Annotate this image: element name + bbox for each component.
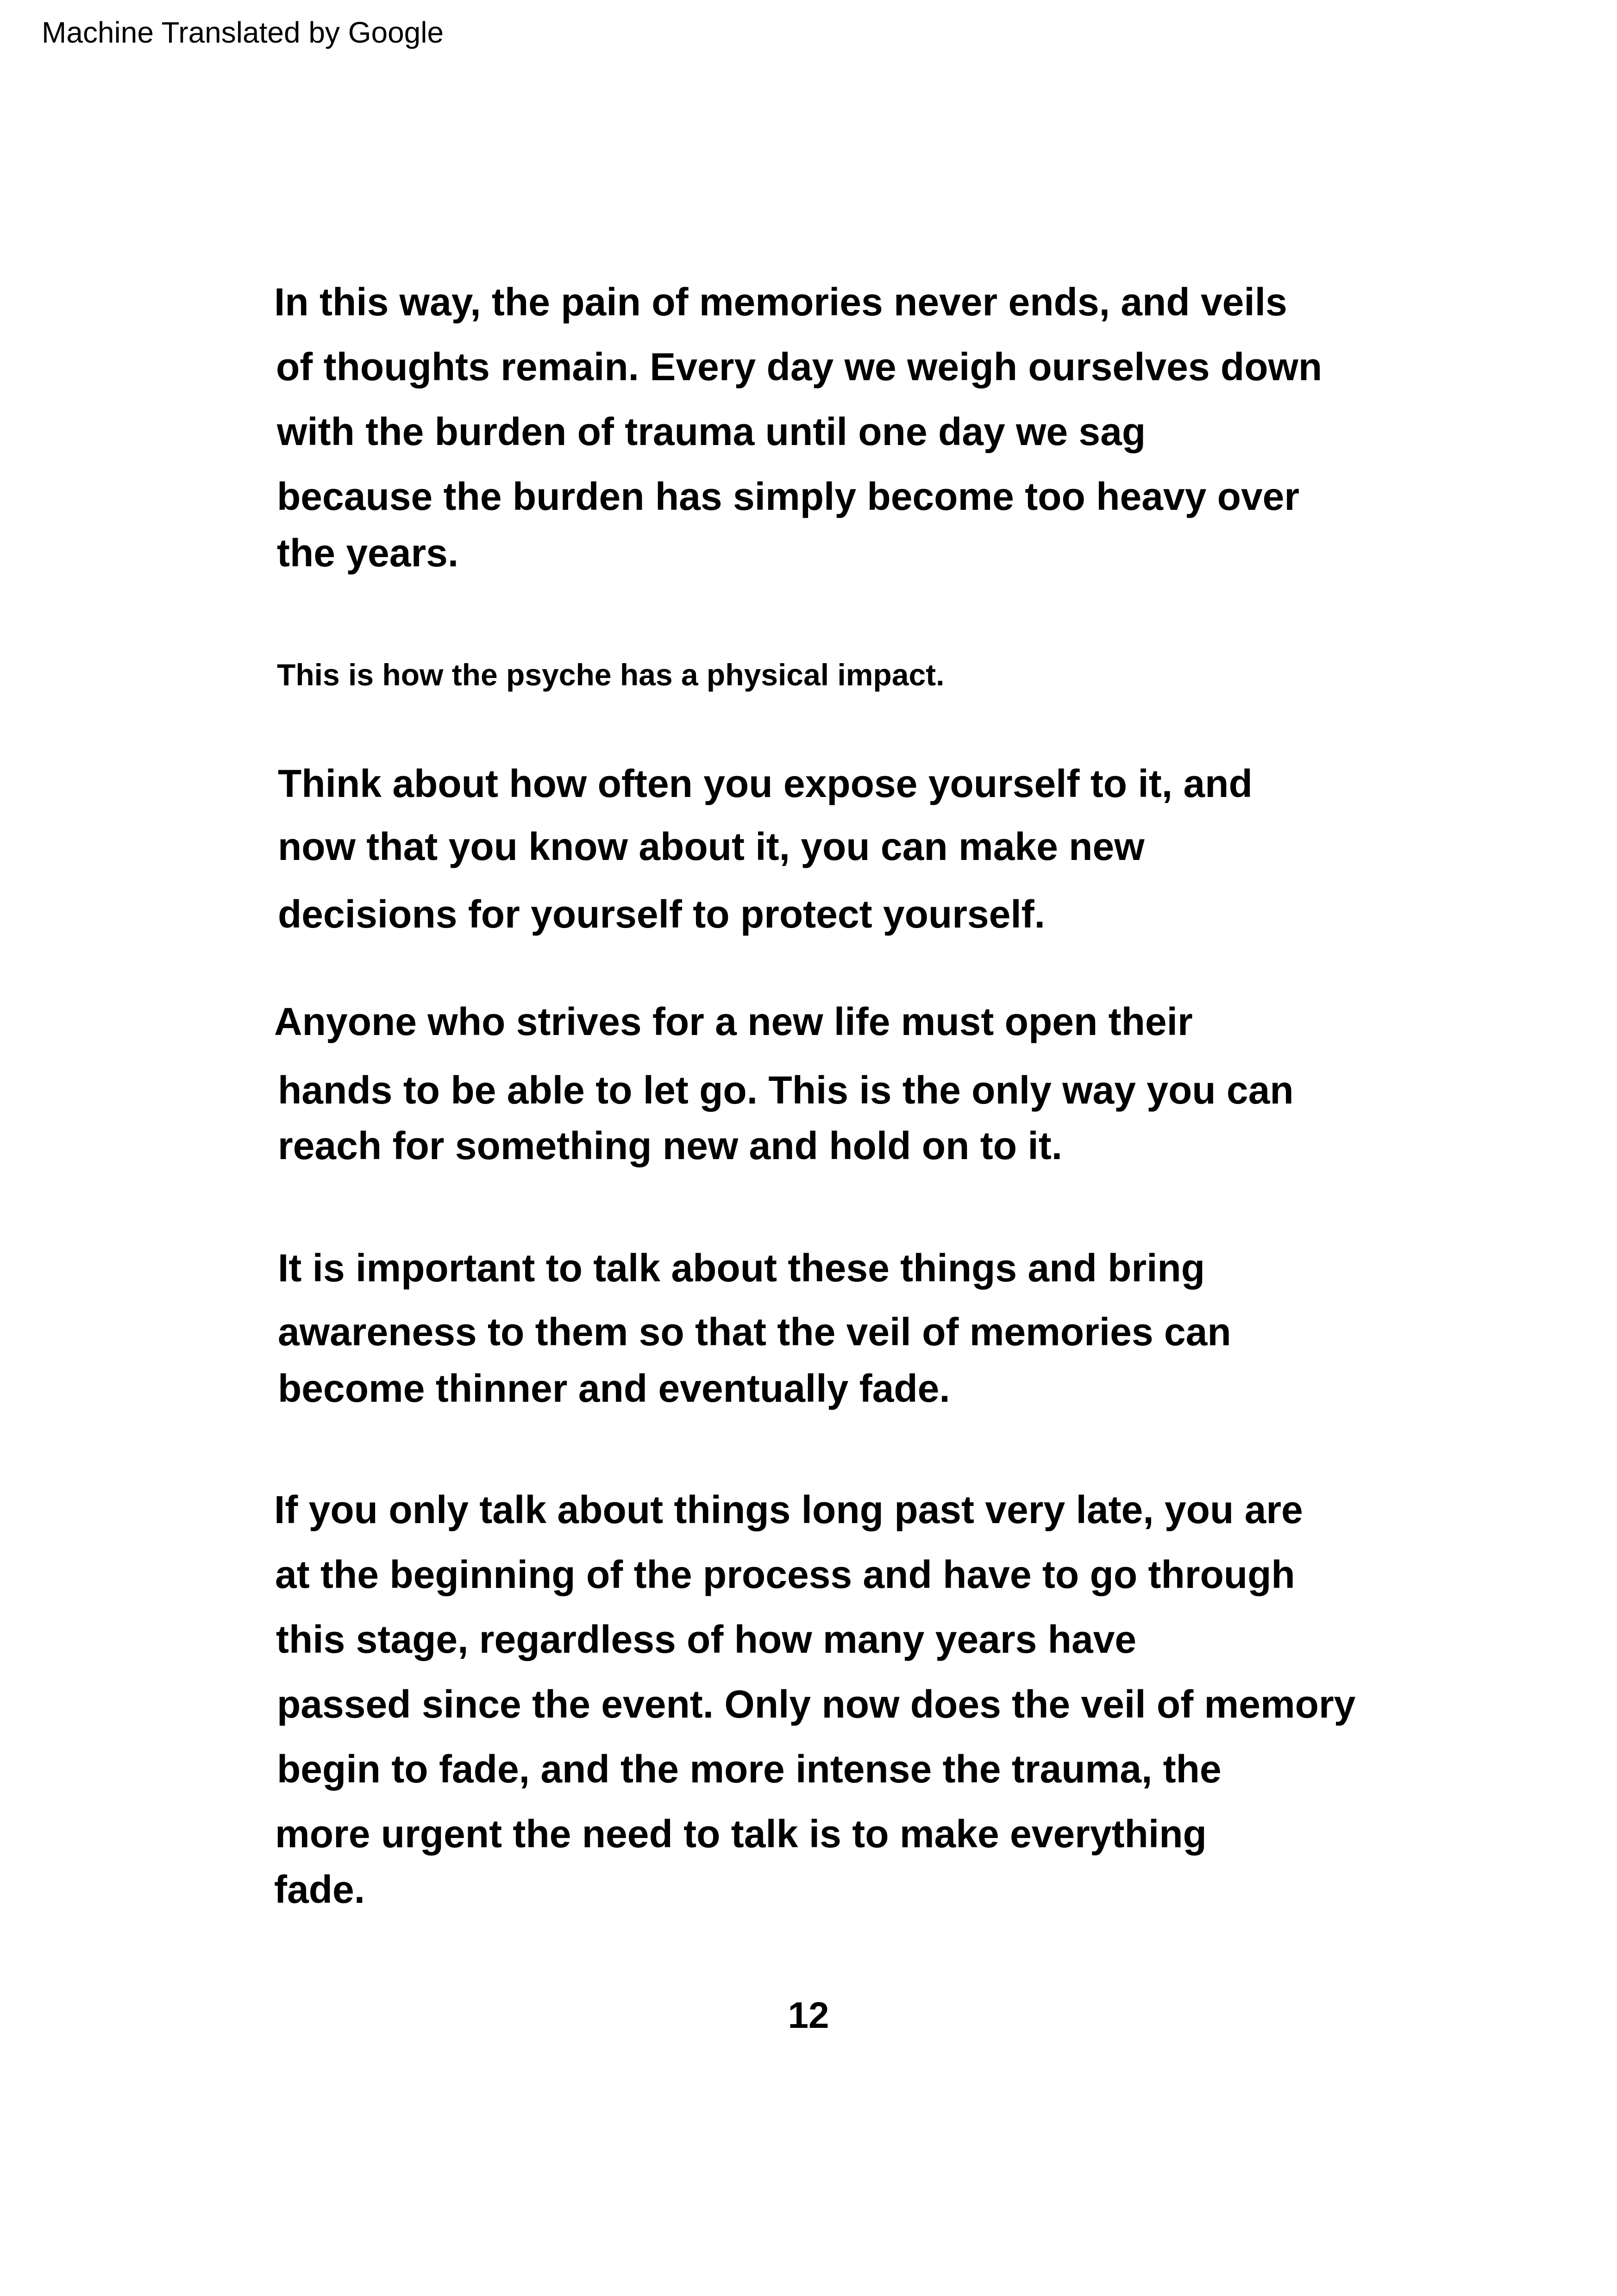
text-line: Think about how often you expose yourself to it, and [278,762,1253,805]
text-line: the years. [277,531,459,575]
text-line: begin to fade, and the more intense the trauma, the [277,1747,1222,1791]
text-line: because the burden has simply become too heavy over [277,475,1300,518]
machine-translation-label: Machine Translated by Google [42,16,444,49]
text-line: awareness to them so that the veil of memories can [278,1310,1231,1354]
text-line: passed since the event. Only now does the veil of memory [277,1682,1356,1726]
text-line: fade. [274,1868,365,1911]
text-line: If you only talk about things long past very late, you are [274,1488,1303,1531]
text-line: of thoughts remain. Every day we weigh ourselves down [276,345,1322,389]
text-line: decisions for yourself to protect yourself. [278,892,1045,936]
text-line: at the beginning of the process and have to go through [275,1553,1295,1596]
text-line: hands to be able to let go. This is the only way you can [278,1068,1294,1112]
text-line: this stage, regardless of how many years have [276,1618,1137,1661]
text-line: with the burden of trauma until one day we sag [277,410,1146,453]
text-line: reach for something new and hold on to it. [278,1124,1063,1167]
text-line: In this way, the pain of memories never ends, and veils [274,280,1287,324]
text-line: become thinner and eventually fade. [278,1367,950,1410]
text-line: Anyone who strives for a new life must open their [274,1000,1193,1043]
text-line: more urgent the need to talk is to make everything [275,1812,1207,1856]
text-line: This is how the psyche has a physical impact. [277,658,945,692]
text-line: It is important to talk about these things and bring [278,1246,1205,1290]
page-number: 12 [788,1995,829,2036]
text-line: now that you know about it, you can make new [278,825,1145,868]
